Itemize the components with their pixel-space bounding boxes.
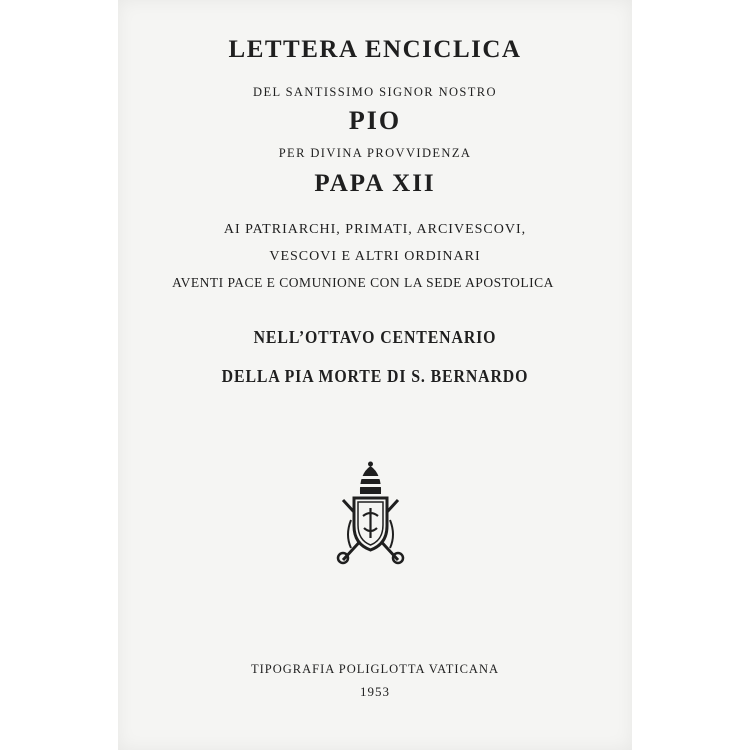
- address-line-3: AVENTI PACE E COMUNIONE CON LA SEDE APOSTOLICA: [172, 275, 554, 290]
- occasion-line-2: DELLA PIA MORTE DI S. BERNARDO: [221, 366, 529, 386]
- document-title: LETTERA ENCICLICA: [228, 36, 522, 63]
- pope-title: PAPA XII: [314, 170, 436, 197]
- document-page: [118, 0, 632, 750]
- address-line-2: VESCOVI E ALTRI ORDINARI: [269, 249, 481, 264]
- subtitle-line-2: PER DIVINA PROVVIDENZA: [278, 146, 472, 160]
- subtitle-line-1: DEL SANTISSIMO SIGNOR NOSTRO: [253, 85, 497, 99]
- pope-name: PIO: [348, 106, 402, 135]
- publisher: TIPOGRAFIA POLIGLOTTA VATICANA: [251, 662, 499, 676]
- address-line-1: AI PATRIARCHI, PRIMATI, ARCIVESCOVI,: [223, 222, 527, 237]
- occasion-line-1: NELL’OTTAVO CENTENARIO: [253, 327, 497, 347]
- publication-year: 1953: [360, 684, 390, 699]
- papal-coat-of-arms-icon: [333, 460, 408, 565]
